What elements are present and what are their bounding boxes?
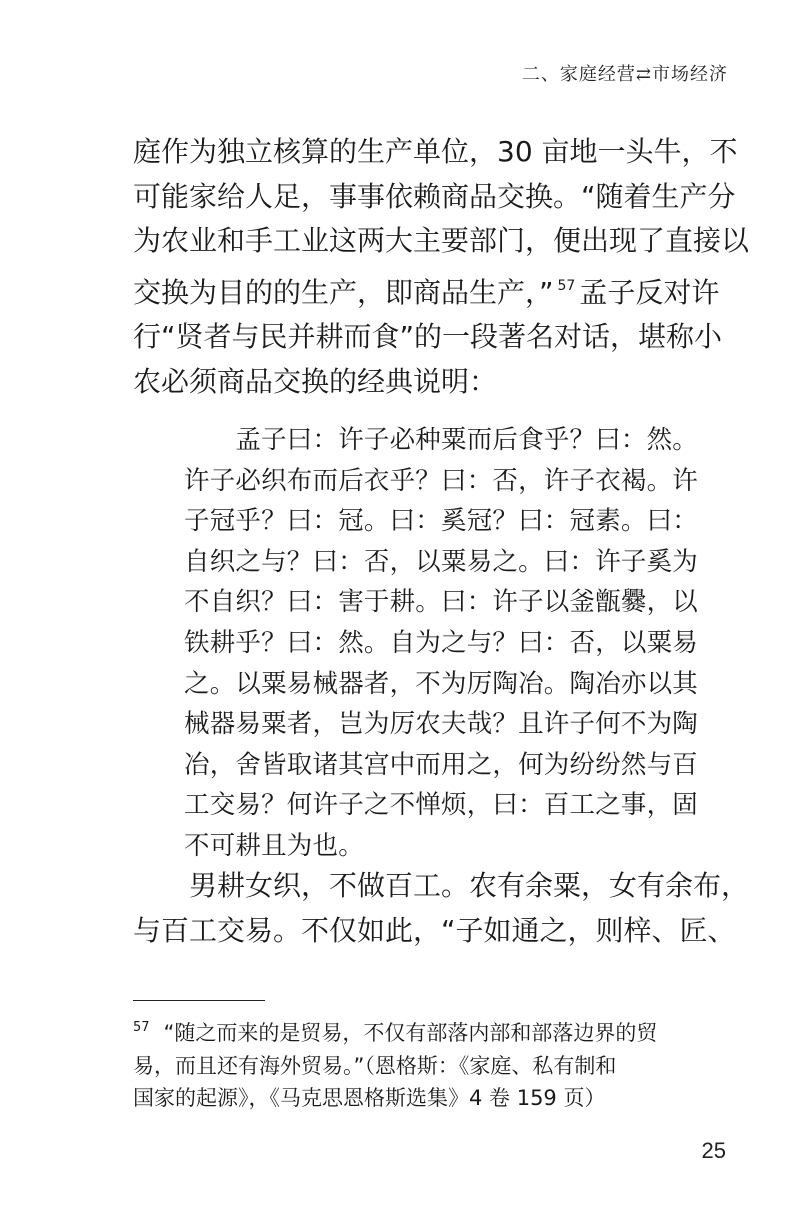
- body-paragraph-2: [133, 864, 750, 953]
- quote-line: 冶，舍皆取诸其宫中而用之，何为纷纷然与百: [184, 749, 699, 780]
- running-header: 二、家庭经营⇄市场经济: [521, 64, 728, 85]
- text-line: 可能家给人足，事事依赖商品交换。“随着生产分: [133, 179, 736, 213]
- footnote-line: [133, 1012, 693, 1050]
- footnote-number: 57: [133, 1020, 150, 1035]
- block-quote: [184, 420, 699, 867]
- text-line: 行“贤者与民并耕而食”的一段著名对话，堪称小: [133, 320, 723, 353]
- quote-line: 不可耕且为也。: [184, 830, 364, 861]
- quote-line: 许子必织布而后衣乎？曰：否，许子衣褐。许: [184, 465, 699, 496]
- text-line: 农必须商品交换的经典说明：: [133, 364, 498, 398]
- footnote: [133, 1012, 693, 1115]
- text-line: [133, 264, 720, 316]
- text-line-segment: 交换为目的的生产，即商品生产，”: [133, 275, 554, 309]
- text-line: 与百工交易。不仅如此，“子如通之，则梓、匠、: [133, 913, 736, 947]
- quote-line: 不自织？曰：害于耕。曰：许子以釜甑爨，以: [184, 587, 699, 618]
- page-number: 25: [701, 1138, 726, 1163]
- quote-line: 孟子曰：许子必种粟而后食乎？曰：然。: [184, 425, 699, 455]
- footnote-reference[interactable]: 57: [557, 277, 576, 294]
- quote-line: 铁耕乎？曰：然。自为之与？曰：否，以粟易: [184, 627, 699, 658]
- quote-line: 之。以粟易械器者，不为厉陶冶。陶冶亦以其: [184, 668, 699, 699]
- text-line: 庭作为独立核算的生产单位，30 亩地一头牛，不: [133, 135, 738, 168]
- text-line: 为农业和手工业这两大主要部门，便出现了直接以: [133, 224, 750, 257]
- footnote-text: “随之而来的是贸易，不仅有部落内部和部落边界的贸: [163, 1021, 658, 1045]
- footnote-line: 易，而且还有海外贸易。”（恩格斯：《家庭、私有制和: [133, 1053, 617, 1078]
- footnote-line: 国家的起源》，《马克思恩格斯选集》4 卷 159 页）: [133, 1086, 606, 1111]
- text-line: 男耕女织，不做百工。农有余粟，女有余布，: [133, 869, 750, 902]
- quote-line: 工交易？何许子之不惮烦，曰：百工之事，固: [184, 790, 699, 821]
- text-line-segment: 孟子反对许: [579, 275, 720, 309]
- body-paragraph-1: [133, 130, 750, 404]
- quote-line: 自织之与？曰：否，以粟易之。曰：许子奚为: [184, 546, 699, 577]
- quote-line: 械器易粟者，岂为厉农夫哉？且许子何不为陶: [184, 709, 699, 740]
- quote-line: 子冠乎？曰：冠。曰：奚冠？曰：冠素。曰：: [184, 506, 699, 537]
- footnote-divider: [133, 1000, 265, 1001]
